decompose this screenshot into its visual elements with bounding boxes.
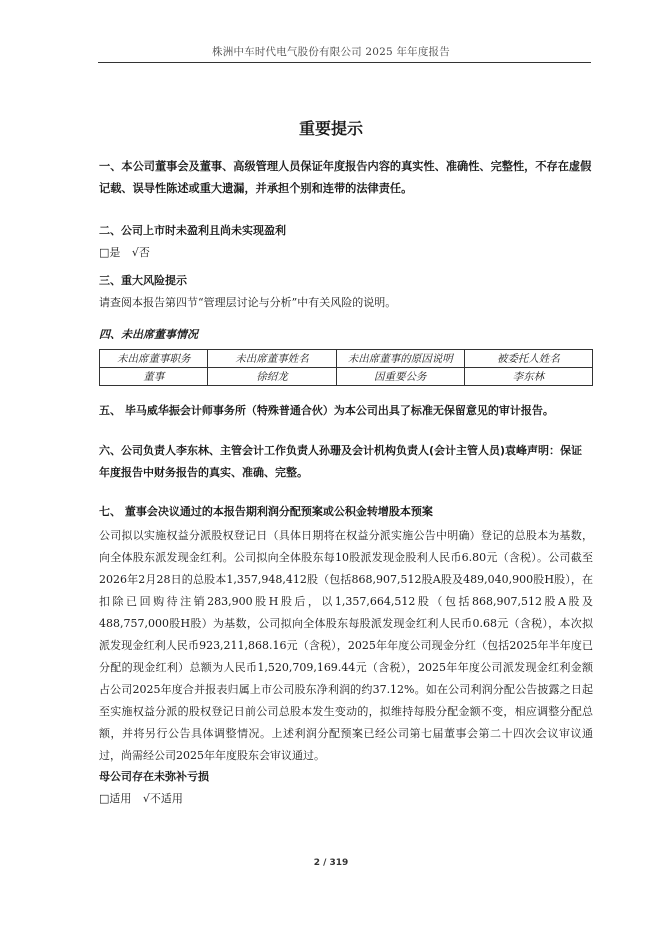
section-2-heading: 二、公司上市时未盈利且尚未实现盈利 bbox=[99, 224, 286, 237]
absent-directors-table bbox=[99, 349, 593, 386]
section-7-heading: 七、 董事会决议通过的本报告期利润分配预案或公积金转增股本预案 bbox=[99, 505, 433, 518]
table-header-cell: 未出席董事的原因说明 bbox=[336, 350, 464, 368]
section-4-heading: 四、未出席董事情况 bbox=[99, 328, 198, 341]
table-cell: 董事 bbox=[100, 368, 208, 386]
table-header-cell: 未出席董事姓名 bbox=[208, 350, 336, 368]
section-6-statement: 六、公司负责人李东林、主管会计工作负责人孙珊及会计机构负责人(会计主管人员)袁峰声明：保证年度报告中财务报告的真实、准确、完整。 bbox=[99, 444, 583, 479]
section-3-text: 请查阅本报告第四节“管理层讨论与分析”中有关风险的说明。 bbox=[99, 296, 397, 309]
option-applicable: □适用 bbox=[99, 792, 132, 805]
section-1-statement: 一、本公司董事会及董事、高级管理人员保证年度报告内容的真实性、准确性、完整性，不存在虚假记载、误导性陈述或重大遗漏，并承担个别和连带的法律责任。 bbox=[99, 160, 592, 195]
section-7-text: 公司拟以实施权益分派股权登记日（具体日期将在权益分派实施公告中明确）登记的总股本为基数，向全体股东派发现金红利。公司拟向全体股东每10股派发现金股利人民币6.80元（含税）。公司截至2026年2月28日的总股本1,357,948,412股（包括868,907,512股A股及489,040,900股H股），在扣除已回购待注销283,900股H股后，以1,357,664,512股（包括868,907,512股A股及488,757,000股H股）为基数，公司拟向全体股东每股派发现金红利人民币0.68元（含税），本次拟派发现金红利人民币923,211,868.16元（含税），2025年年度公司现金分红（包括2025年半年度已分配的现金红利）总额为人民币1,520,709,169.44元（含税），2025年年度公司派发现金红利金额占公司2025年度合并报表归属上市公司股东净利润的约37.12%。如在公司利润分配公告披露之日起至实施权益分派的股权登记日前公司总股本发生变动的，拟维持每股分配金额不变，相应调整分配总额，并将另行公告具体调整情况。上述利润分配预案已经公司第七届董事会第二十四次会议审议通过，尚需经公司2025年年度股东会审议通过。 bbox=[99, 529, 593, 762]
section-3-heading: 三、重大风险提示 bbox=[99, 274, 187, 287]
table-cell: 徐绍龙 bbox=[208, 368, 336, 386]
page-title: 重要提示 bbox=[298, 119, 363, 138]
page-header: 株洲中车时代电气股份有限公司 2025 年年度报告 bbox=[212, 46, 450, 58]
table-cell: 因重要公务 bbox=[336, 368, 464, 386]
option-no: √否 bbox=[131, 246, 150, 259]
section-2-options bbox=[99, 244, 593, 260]
option-not-applicable: √不适用 bbox=[142, 792, 183, 805]
page-number: 2 / 319 bbox=[313, 858, 349, 868]
table-header-row bbox=[100, 350, 593, 368]
table-header-cell: 未出席董事职务 bbox=[100, 350, 208, 368]
table-header-cell: 被委托人姓名 bbox=[464, 350, 592, 368]
table-row bbox=[100, 368, 593, 386]
section-5-statement: 五、 毕马威华振会计师事务所（特殊普通合伙）为本公司出具了标准无保留意见的审计报告。 bbox=[99, 404, 554, 417]
parent-loss-heading: 母公司存在未弥补亏损 bbox=[99, 770, 209, 783]
table-cell: 李东林 bbox=[464, 368, 592, 386]
parent-loss-options bbox=[99, 790, 593, 806]
option-yes: □是 bbox=[99, 246, 121, 259]
header-divider bbox=[98, 62, 591, 63]
